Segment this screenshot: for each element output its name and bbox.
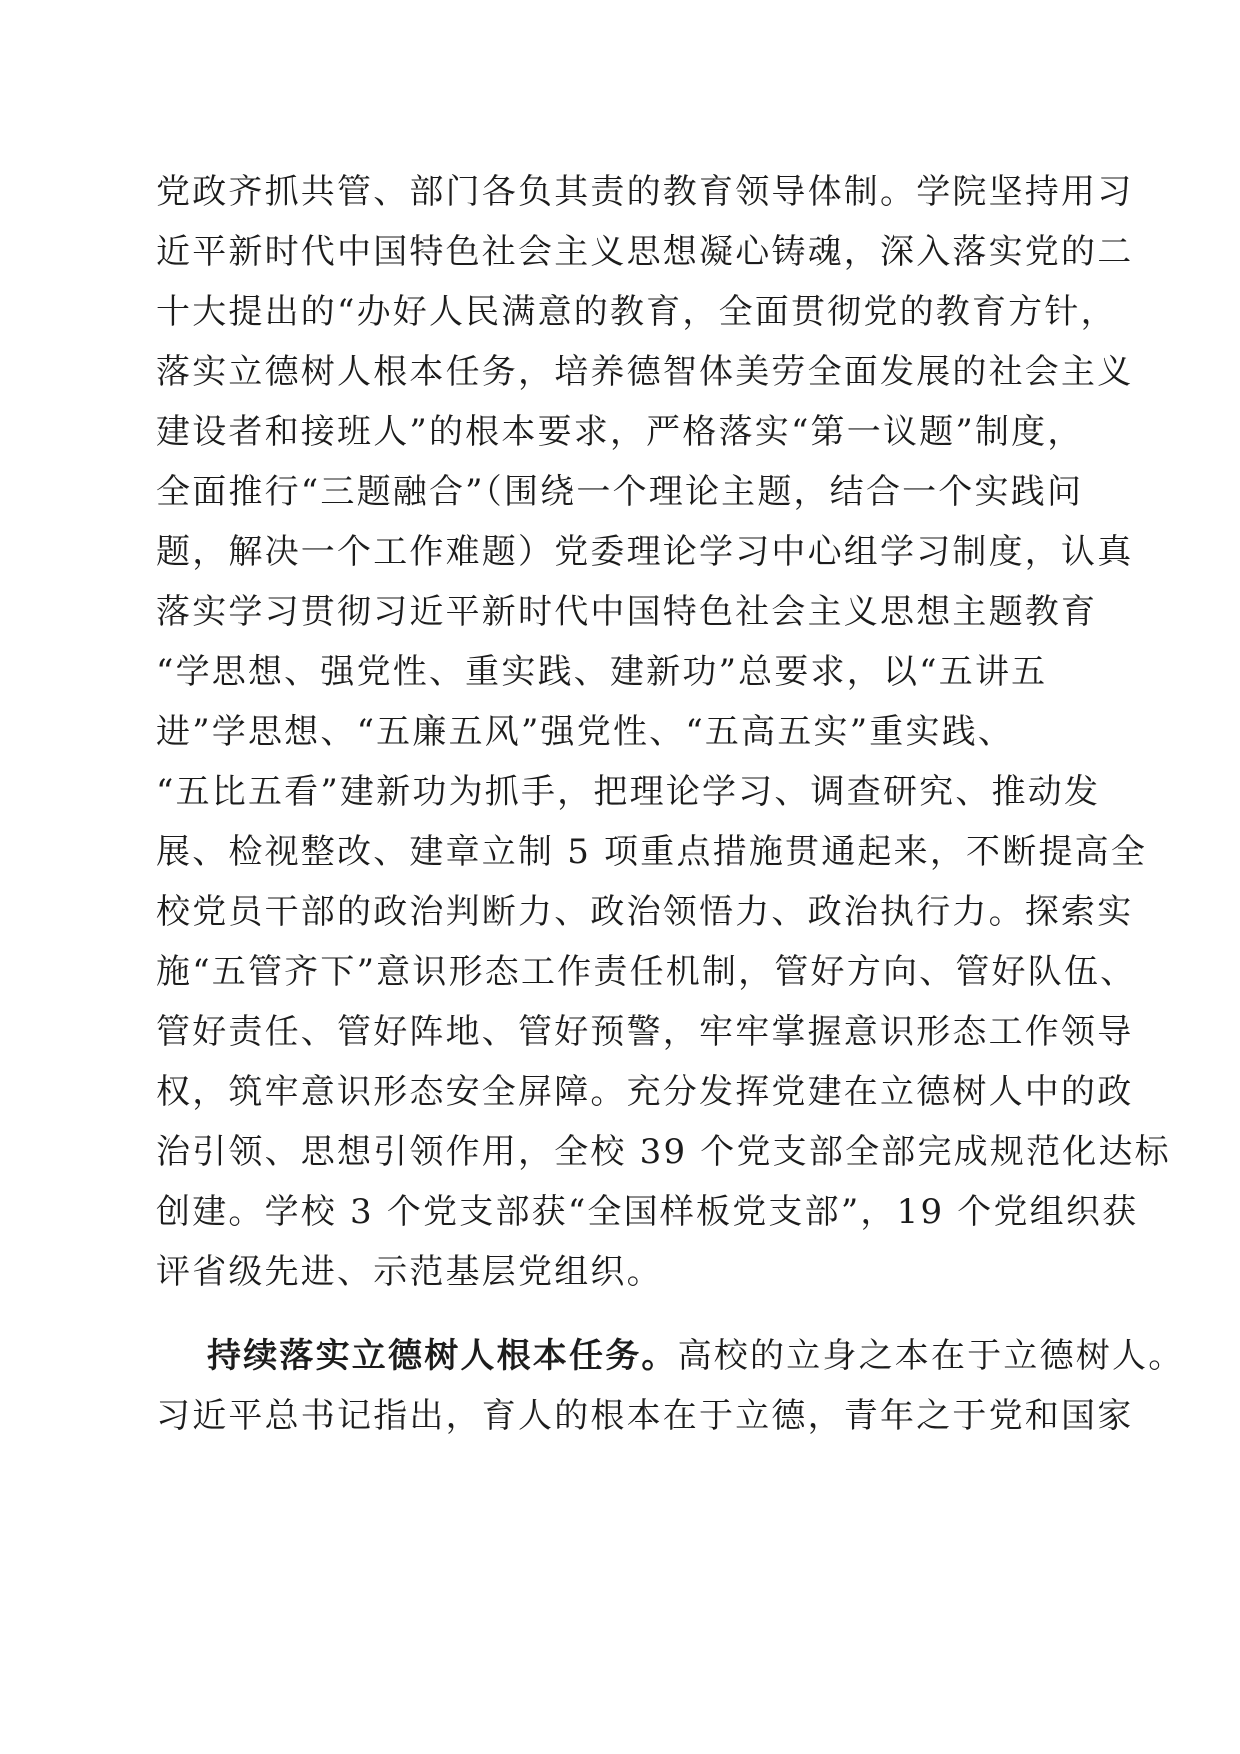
paragraph-line: 落实立德树人根本任务，培养德智体美劳全面发展的社会主义 xyxy=(156,352,1134,392)
paragraph-line: 全面推行“三题融合”（围绕一个理论主题，结合一个实践问 xyxy=(156,472,1084,512)
paragraph-line: “五比五看”建新功为抓手，把理论学习、调查研究、推动发 xyxy=(156,772,1101,812)
paragraph-line: 落实学习贯彻习近平新时代中国特色社会主义思想主题教育 xyxy=(156,592,1098,632)
paragraph-line: 权，筑牢意识形态安全屏障。充分发挥党建在立德树人中的政 xyxy=(156,1072,1134,1112)
paragraph-line: 治引领、思想引领作用，全校 39 个党支部全部完成规范化达标 xyxy=(156,1132,1171,1172)
paragraph-line: 展、检视整改、建章立制 5 项重点措施贯通起来，不断提高全 xyxy=(156,832,1148,872)
section-heading: 持续落实立德树人根本任务。 xyxy=(207,1336,678,1376)
paragraph-line: 创建。学校 3 个党支部获“全国样板党支部”，19 个党组织获 xyxy=(156,1192,1139,1232)
paragraph-line: 评省级先进、示范基层党组织。 xyxy=(156,1252,663,1292)
paragraph-line: 题，解决一个工作难题）党委理论学习中心组学习制度，认真 xyxy=(156,532,1134,572)
paragraph2-first-line xyxy=(207,1326,1185,1386)
paragraph-line: 党政齐抓共管、部门各负其责的教育领导体制。学院坚持用习 xyxy=(156,172,1134,212)
paragraph-line: 施“五管齐下”意识形态工作责任机制，管好方向、管好队伍、 xyxy=(156,952,1137,992)
paragraph-line: 习近平总书记指出，育人的根本在于立德，青年之于党和国家 xyxy=(156,1396,1134,1436)
paragraph-line: 建设者和接班人”的根本要求，严格落实“第一议题”制度， xyxy=(156,412,1084,452)
paragraph-line: 进”学思想、“五廉五风”强党性、“五高五实”重实践、 xyxy=(156,712,1015,752)
paragraph-line: 十大提出的“办好人民满意的教育，全面贯彻党的教育方针， xyxy=(156,292,1117,332)
paragraph-line: 管好责任、管好阵地、管好预警，牢牢掌握意识形态工作领导 xyxy=(156,1012,1134,1052)
paragraph-line: 近平新时代中国特色社会主义思想凝心铸魂，深入落实党的二 xyxy=(156,232,1134,272)
paragraph-line: “学思想、强党性、重实践、建新功”总要求，以“五讲五 xyxy=(156,652,1048,692)
paragraph-line: 校党员干部的政治判断力、政治领悟力、政治执行力。探索实 xyxy=(156,892,1134,932)
paragraph-text: 高校的立身之本在于立德树人。 xyxy=(677,1336,1185,1376)
